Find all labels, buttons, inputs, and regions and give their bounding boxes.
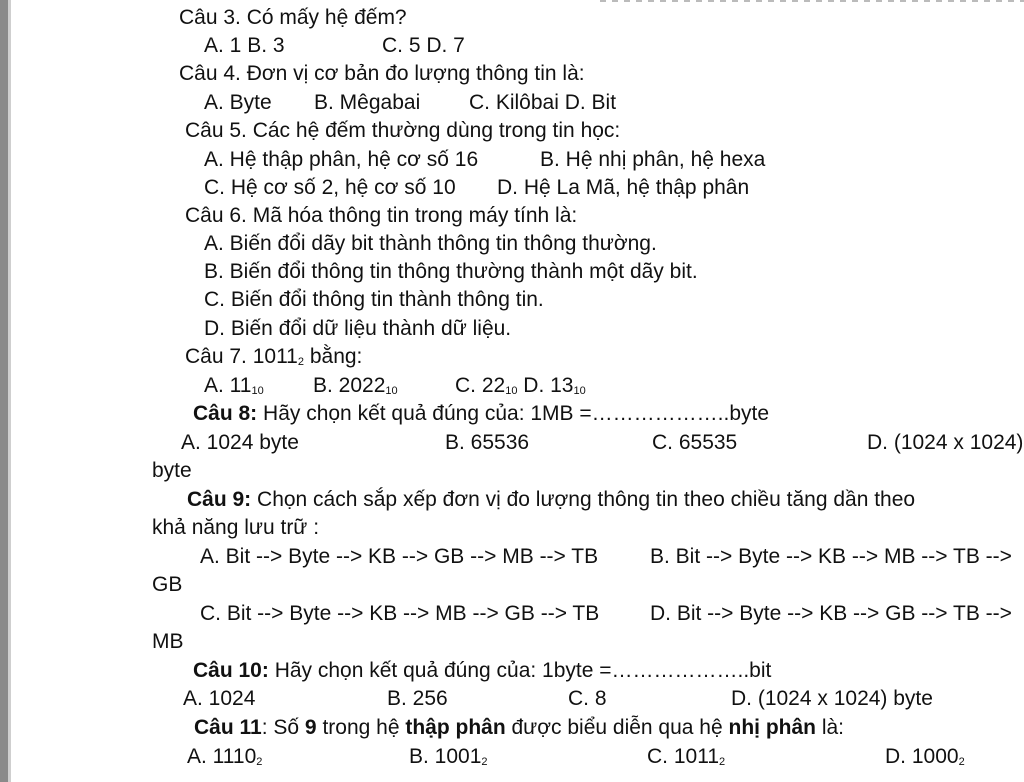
q10-text: Hãy chọn kết quả đúng của: 1byte =………………..bit — [268, 659, 772, 682]
q8-option-d: D. (1024 x 1024) — [867, 431, 1024, 454]
q7-b-text: B. 2022 — [313, 374, 386, 397]
q7-a-text: A. 11 — [204, 374, 252, 397]
q8-wrap: byte — [152, 459, 192, 482]
q8-title — [193, 401, 769, 427]
q8-option-c: C. 65535 — [652, 431, 738, 454]
q11-t2: trong hệ — [316, 716, 406, 739]
q4-option-cd: C. Kilôbai D. Bit — [469, 91, 617, 114]
q5-option-d: D. Hệ La Mã, hệ thập phân — [497, 176, 750, 199]
q6-option-a: A. Biến đổi dãy bit thành thông tin thông thường. — [204, 232, 657, 255]
q4-option-a: A. Byte — [204, 91, 272, 114]
q5-option-b: B. Hệ nhị phân, hệ hexa — [540, 148, 766, 171]
q8-text: Hãy chọn kết quả đúng của: 1MB =………………..byte — [257, 402, 770, 425]
q7-title-pre: Câu 7. 1011 — [185, 345, 298, 368]
q9-label: Câu 9: — [187, 488, 252, 511]
q7-title — [185, 344, 362, 375]
q3-option-ab: A. 1 B. 3 — [204, 34, 285, 57]
q11-t4: là: — [816, 716, 845, 739]
q11-thap-phan: thập phân — [405, 716, 506, 739]
q6-option-c: C. Biến đổi thông tin thành thông tin. — [204, 288, 544, 311]
q7-c-sub: 10 — [505, 385, 518, 397]
q9-title-line2: khả năng lưu trữ : — [152, 516, 320, 539]
q11-d-text: D. 1000 — [885, 745, 959, 768]
q10-option-d: D. (1024 x 1024) byte — [731, 687, 933, 710]
q9-text: Chọn cách sắp xếp đơn vị đo lượng thông tin theo chiều tăng dần theo — [251, 488, 916, 511]
left-border — [0, 0, 8, 782]
q11-c-sub: 2 — [719, 756, 726, 768]
q7-d-sub: 10 — [573, 385, 586, 397]
q9-option-d-wrap: MB — [152, 630, 184, 653]
q9-title — [187, 487, 915, 513]
q8-label: Câu 8: — [193, 402, 258, 425]
q11-t3: được biểu diễn qua hệ — [505, 716, 729, 739]
q6-option-d: D. Biến đổi dữ liệu thành dữ liệu. — [204, 317, 512, 340]
q10-option-a: A. 1024 — [183, 687, 256, 710]
q4-option-b: B. Mêgabai — [314, 91, 421, 114]
q11-option-d — [885, 744, 965, 775]
q11-nine: 9 — [304, 716, 317, 739]
q7-c-text: C. 22 — [455, 374, 506, 397]
q10-label: Câu 10: — [193, 659, 269, 682]
q5-option-a: A. Hệ thập phân, hệ cơ số 16 — [204, 148, 479, 171]
q8-option-a: A. 1024 byte — [181, 431, 299, 454]
q11-a-sub: 2 — [256, 756, 263, 768]
q11-t1: : Số — [261, 716, 305, 739]
left-border-shadow — [8, 0, 11, 782]
q10-option-c: C. 8 — [568, 687, 607, 710]
top-dashed-rule — [600, 0, 1024, 2]
q4-title: Câu 4. Đơn vị cơ bản đo lượng thông tin là: — [179, 62, 585, 85]
q3-title: Câu 3. Có mấy hệ đếm? — [179, 6, 407, 29]
q7-option-cd — [455, 373, 586, 404]
q10-option-b: B. 256 — [387, 687, 448, 710]
q3-option-cd: C. 5 D. 7 — [382, 34, 465, 57]
q7-option-b — [313, 373, 398, 404]
q6-option-b: B. Biến đổi thông tin thông thường thành một dãy bit. — [204, 260, 698, 283]
q11-a-text: A. 1110 — [187, 745, 257, 768]
q5-title: Câu 5. Các hệ đếm thường dùng trong tin học: — [185, 119, 621, 142]
q7-title-sub: 2 — [297, 356, 304, 368]
q11-title — [194, 715, 844, 741]
q11-d-sub: 2 — [958, 756, 965, 768]
q7-option-a — [204, 373, 264, 404]
q11-option-c — [647, 744, 725, 775]
q11-nhi-phan: nhị phân — [728, 716, 816, 739]
q11-option-a — [187, 744, 262, 775]
q5-option-c: C. Hệ cơ số 2, hệ cơ số 10 — [204, 176, 456, 199]
q11-c-text: C. 1011 — [647, 745, 719, 768]
q11-option-b — [409, 744, 488, 775]
q9-option-a: A. Bit --> Byte --> KB --> GB --> MB --> TB — [200, 545, 599, 568]
q6-title: Câu 6. Mã hóa thông tin trong máy tính là: — [185, 204, 578, 227]
q11-b-sub: 2 — [481, 756, 488, 768]
q9-option-c: C. Bit --> Byte --> KB --> MB --> GB --> TB — [200, 602, 600, 625]
q11-label: Câu 11 — [194, 716, 262, 739]
q7-title-post: bằng: — [304, 345, 363, 368]
q8-option-b: B. 65536 — [445, 431, 530, 454]
q9-option-b-wrap: GB — [152, 573, 183, 596]
q7-b-sub: 10 — [385, 385, 398, 397]
q10-title — [193, 658, 771, 684]
q7-a-sub: 10 — [251, 385, 264, 397]
q11-b-text: B. 1001 — [409, 745, 482, 768]
q9-option-d: D. Bit --> Byte --> KB --> GB --> TB --> — [650, 602, 1012, 625]
q9-option-b: B. Bit --> Byte --> KB --> MB --> TB --> — [650, 545, 1012, 568]
q7-d-text: D. 13 — [517, 374, 574, 397]
